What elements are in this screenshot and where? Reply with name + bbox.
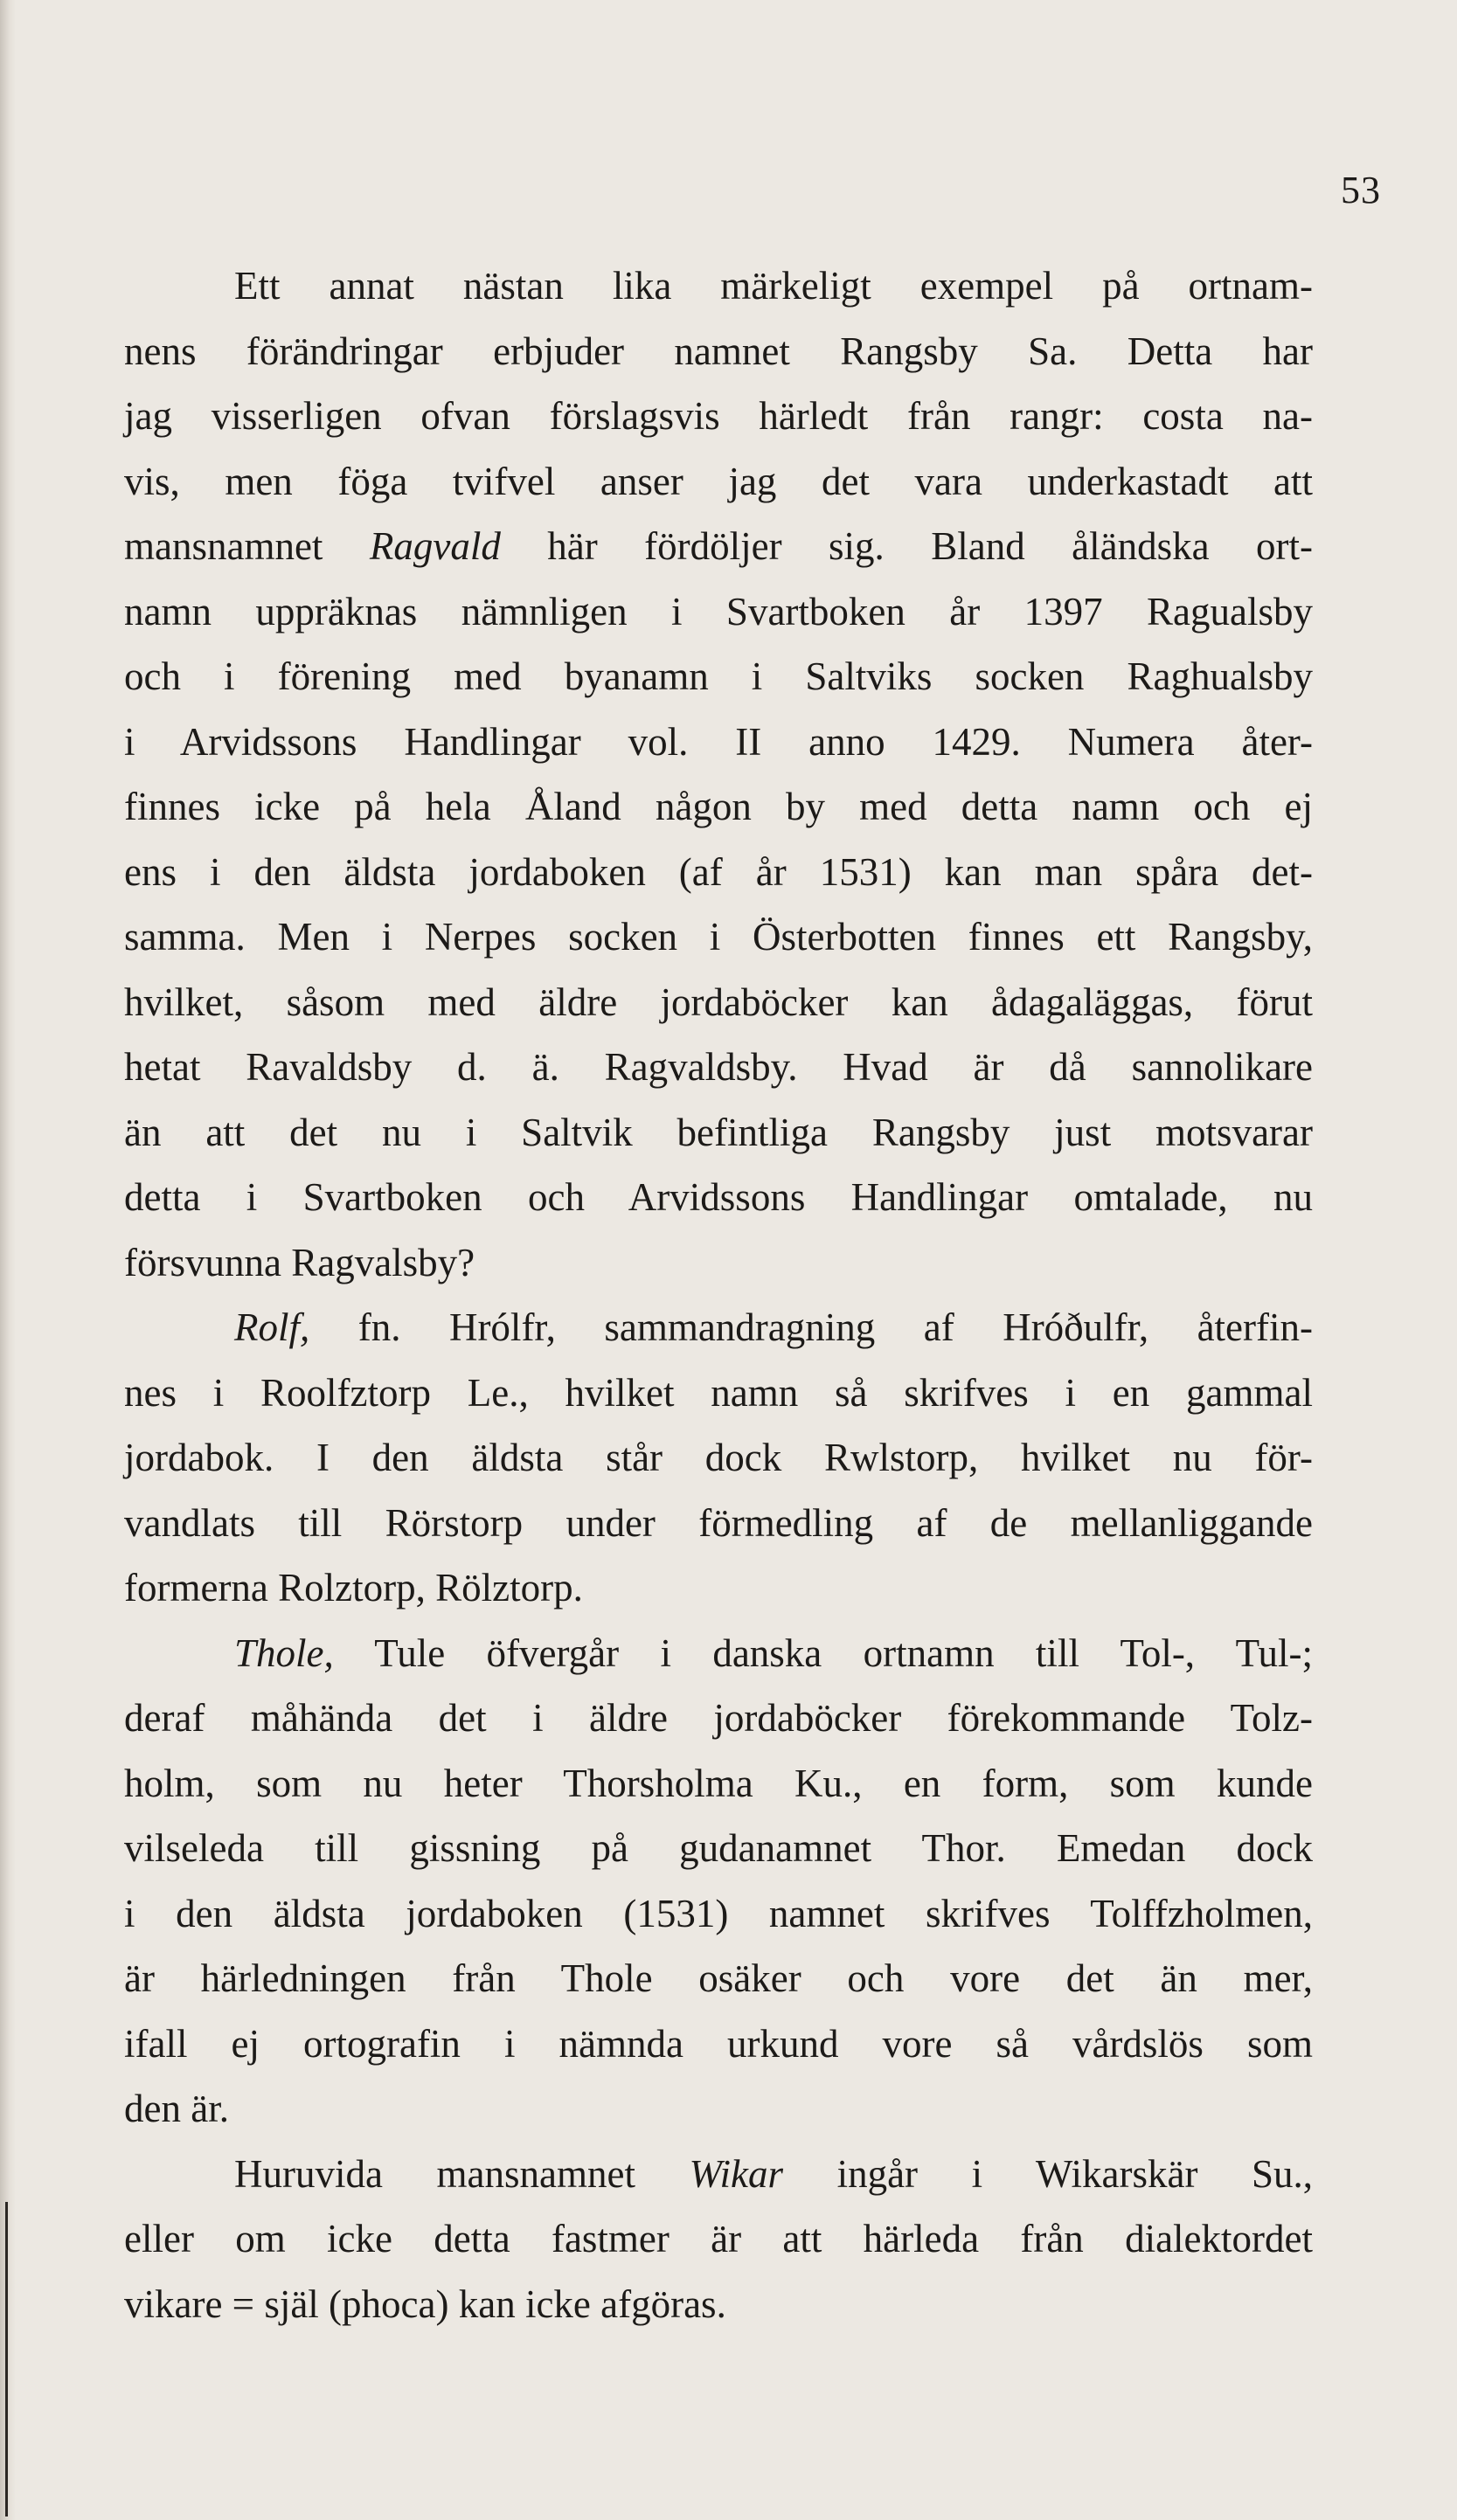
text-line xyxy=(124,1100,1313,1166)
text-line xyxy=(124,774,1313,840)
text-segment: holm, som nu heter Thorsholma Ku., en form, som kunde xyxy=(124,1761,1313,1805)
italic-name: Ragvald xyxy=(369,524,501,568)
text-line xyxy=(124,1816,1313,1881)
text-segment: hetat Ravaldsby d. ä. Ragvaldsby. Hvad är då sannolikare xyxy=(124,1045,1313,1089)
italic-name: Wikar xyxy=(689,2151,784,2196)
text-line xyxy=(124,1621,1313,1686)
text-segment: och i förening med byanamn i Saltviks socken Raghualsby xyxy=(124,654,1313,698)
text-segment: i den äldsta jordaboken (1531) namnet skrifves Tolffzholmen, xyxy=(124,1891,1313,1935)
text-line xyxy=(124,319,1313,384)
text-segment: namn uppräknas nämnligen i Svartboken år 1397 Ragualsby xyxy=(124,589,1313,633)
text-line xyxy=(124,2076,1313,2142)
text-segment: den är. xyxy=(124,2087,229,2130)
text-segment: nes i Roolfztorp Le., hvilket namn så skrifves i en gammal xyxy=(124,1370,1313,1415)
page-edge-mark xyxy=(5,2202,8,2517)
text-line xyxy=(124,1295,1313,1360)
text-line xyxy=(124,253,1313,319)
paragraph xyxy=(124,1295,1313,1621)
text-segment: deraf måhända det i äldre jordaböcker förekommande Tolz- xyxy=(124,1696,1313,1740)
text-segment: försvunna Ragvalsby? xyxy=(124,1240,475,1284)
text-segment: vikare = själ (phoca) kan icke afgöras. xyxy=(124,2281,726,2326)
text-line xyxy=(124,449,1313,515)
text-segment: vilseleda till gissning på gudanamnet Thor. Emedan dock xyxy=(124,1826,1313,1870)
page-edge xyxy=(0,0,16,2520)
text-segment: i Arvidssons Handlingar vol. II anno 1429. Numera åter- xyxy=(124,719,1313,764)
text-line xyxy=(124,2206,1313,2272)
paragraph xyxy=(124,1621,1313,2142)
text-line xyxy=(124,2272,1313,2337)
italic-name: Rolf, xyxy=(234,1305,310,1349)
text-line xyxy=(124,1230,1313,1296)
text-line xyxy=(124,904,1313,970)
text-segment: samma. Men i Nerpes socken i Österbotten finnes ett Rangsby, xyxy=(124,915,1313,959)
text-segment: Tule öfvergår i danska ortnamn till Tol-, Tul-; xyxy=(333,1630,1313,1675)
text-line xyxy=(124,1491,1313,1556)
text-line xyxy=(124,970,1313,1035)
text-line xyxy=(124,1881,1313,1947)
italic-name: Thole, xyxy=(234,1630,334,1675)
text-line xyxy=(124,1555,1313,1621)
text-line xyxy=(124,1751,1313,1817)
text-segment: ifall ej ortografin i nämnda urkund vore så vårdslös som xyxy=(124,2021,1313,2066)
text-segment: nens förändringar erbjuder namnet Rangsby Sa. Detta har xyxy=(124,329,1313,373)
text-segment: detta i Svartboken och Arvidssons Handlingar omtalade, nu xyxy=(124,1175,1313,1219)
text-segment: vis, men föga tvifvel anser jag det vara underkastadt att xyxy=(124,459,1313,503)
text-segment: vandlats till Rörstorp under förmedling af de mellanliggande xyxy=(124,1500,1313,1545)
paragraph xyxy=(124,253,1313,1295)
body-text xyxy=(124,253,1313,2337)
text-line xyxy=(124,1035,1313,1100)
text-line xyxy=(124,1425,1313,1491)
text-segment: än att det nu i Saltvik befintliga Rangsby just motsvarar xyxy=(124,1110,1313,1154)
text-line xyxy=(124,384,1313,449)
text-line xyxy=(124,514,1313,579)
text-line xyxy=(124,1946,1313,2011)
text-segment: formerna Rolztorp, Rölztorp. xyxy=(124,1566,583,1610)
text-line xyxy=(124,2142,1313,2207)
text-segment: här fördöljer sig. Bland åländska ort- xyxy=(500,524,1313,568)
text-line xyxy=(124,2011,1313,2077)
text-line xyxy=(124,644,1313,710)
text-segment: ens i den äldsta jordaboken (af år 1531) kan man spåra det- xyxy=(124,849,1313,894)
text-segment: finnes icke på hela Åland någon by med detta namn och ej xyxy=(124,785,1313,828)
text-line xyxy=(124,1686,1313,1751)
text-segment: jag visserligen ofvan förslagsvis härledt från rangr: costa na- xyxy=(124,394,1313,438)
text-segment: hvilket, såsom med äldre jordaböcker kan ådagaläggas, förut xyxy=(124,980,1313,1024)
text-segment: eller om icke detta fastmer är att härleda från dialektordet xyxy=(124,2217,1313,2260)
text-line xyxy=(124,1360,1313,1426)
text-segment: mansnamnet xyxy=(124,524,370,568)
text-line xyxy=(124,710,1313,775)
paragraph xyxy=(124,2142,1313,2337)
text-segment: jordabok. I den äldsta står dock Rwlstorp, hvilket nu för- xyxy=(124,1436,1313,1479)
text-line xyxy=(124,1165,1313,1230)
page-number: 53 xyxy=(1341,169,1381,211)
text-segment: fn. Hrólfr, sammandragning af Hróðulfr, återfin- xyxy=(309,1305,1313,1349)
text-segment: Huruvida mansnamnet xyxy=(234,2151,690,2196)
text-segment: är härledningen från Thole osäker och vore det än mer, xyxy=(124,1956,1313,2000)
text-segment: ingår i Wikarskär Su., xyxy=(783,2151,1314,2196)
text-line xyxy=(124,579,1313,645)
text-segment: Ett annat nästan lika märkeligt exempel på ortnam- xyxy=(234,264,1313,308)
text-line xyxy=(124,840,1313,905)
